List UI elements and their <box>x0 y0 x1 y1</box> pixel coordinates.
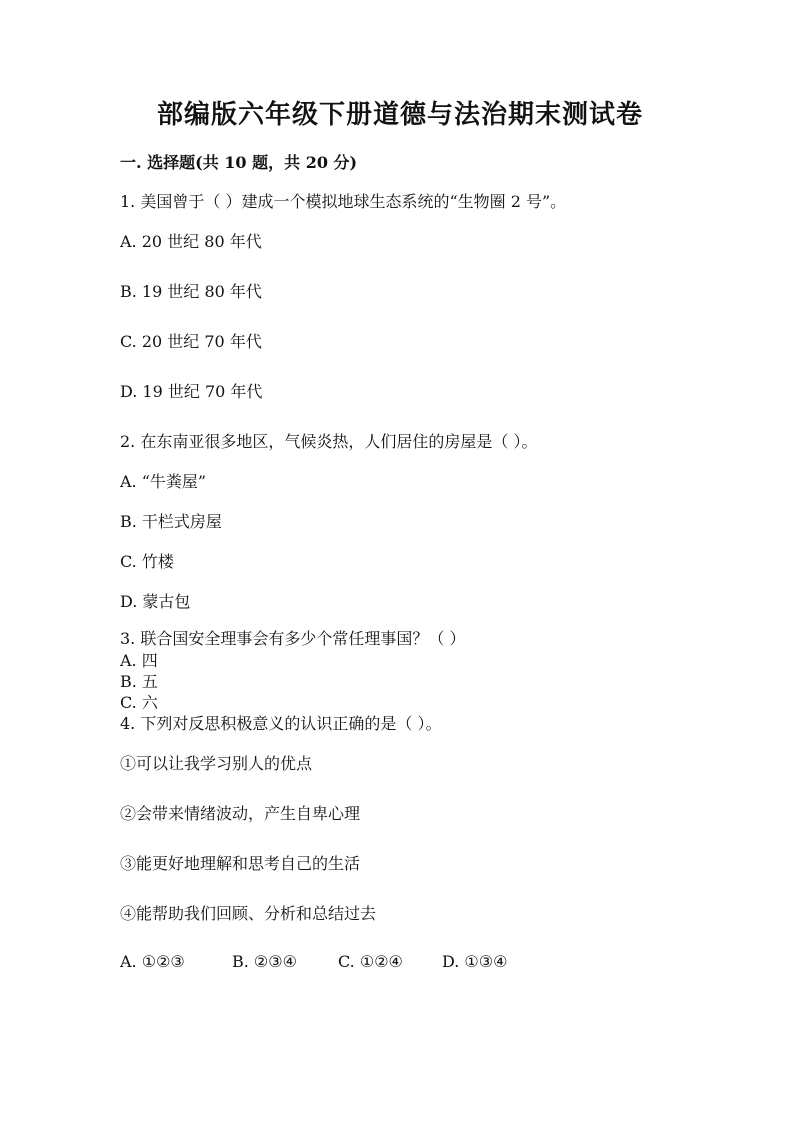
question-4-statement-3: ③能更好地理解和思考自己的生活 <box>120 854 361 873</box>
question-2-option-c: C. 竹楼 <box>120 552 174 571</box>
question-4-option-b: B. ②③④ <box>232 952 297 971</box>
question-2-stem: 2. 在东南亚很多地区，气候炎热，人们居住的房屋是（ ）。 <box>120 432 538 451</box>
question-4-option-d: D. ①③④ <box>442 952 508 971</box>
question-4-stem: 4. 下列对反思积极意义的认识正确的是（ ）。 <box>120 714 442 733</box>
question-3-option-c: C. 六 <box>120 693 158 712</box>
question-2-option-a: A. “牛粪屋” <box>120 472 207 491</box>
question-1-option-a: A. 20 世纪 80 年代 <box>120 232 262 251</box>
section-heading: 一. 选择题(共 10 题，共 20 分) <box>120 153 358 172</box>
question-4-option-c: C. ①②④ <box>338 952 403 971</box>
question-4-option-a: A. ①②③ <box>120 952 185 971</box>
page-title: 部编版六年级下册道德与法治期末测试卷 <box>156 100 643 130</box>
question-1-option-b: B. 19 世纪 80 年代 <box>120 282 262 301</box>
question-2-option-d: D. 蒙古包 <box>120 592 191 611</box>
question-4-options <box>120 952 507 971</box>
question-3-option-a: A. 四 <box>120 651 158 670</box>
question-4-statement-2: ②会带来情绪波动，产生自卑心理 <box>120 804 361 823</box>
question-3-stem: 3. 联合国安全理事会有多少个常任理事国？（ ） <box>120 629 466 648</box>
question-3-option-b: B. 五 <box>120 672 158 691</box>
question-1-option-c: C. 20 世纪 70 年代 <box>120 332 262 351</box>
question-4-statement-1: ①可以让我学习别人的优点 <box>120 754 313 773</box>
question-4-statement-4: ④能帮助我们回顾、分析和总结过去 <box>120 904 377 923</box>
question-2-option-b: B. 干栏式房屋 <box>120 512 222 531</box>
question-1-option-d: D. 19 世纪 70 年代 <box>120 382 263 401</box>
question-1-stem: 1. 美国曾于（ ）建成一个模拟地球生态系统的“生物圈 2 号”。 <box>120 192 567 211</box>
